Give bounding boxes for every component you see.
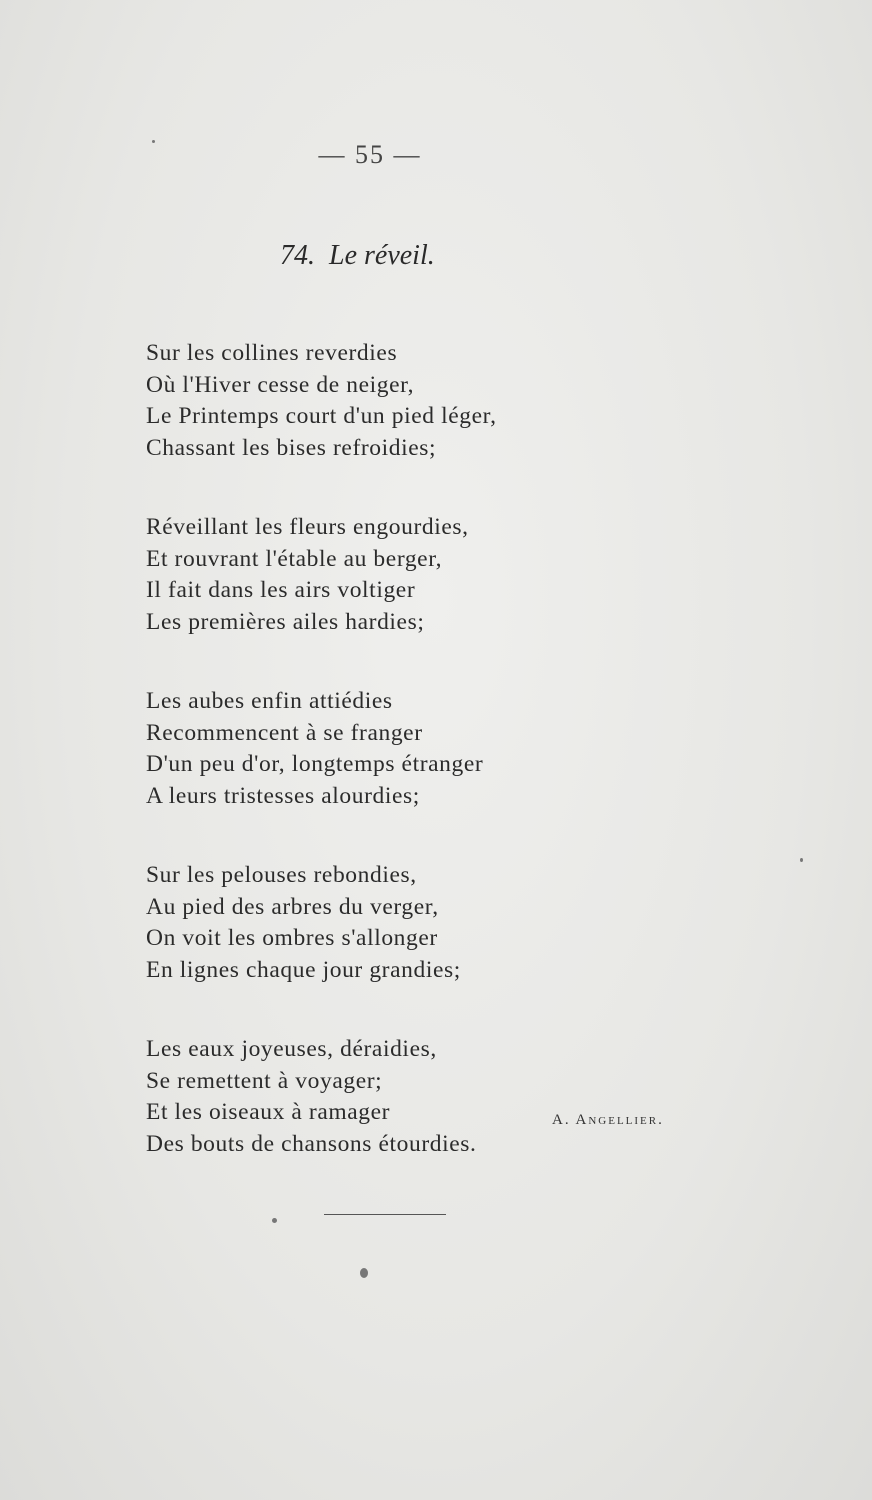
verse-line: Les eaux joyeuses, déraidies, — [146, 1036, 437, 1062]
verse-line: Réveillant les fleurs engourdies, — [146, 514, 469, 540]
closing-rule — [324, 1214, 446, 1215]
ink-speck — [272, 1218, 277, 1223]
verse-line: En lignes chaque jour grandies; — [146, 956, 461, 983]
stanza — [146, 1034, 746, 1160]
verse-line: Les premières ailes hardies; — [146, 608, 425, 635]
ink-speck — [360, 1268, 368, 1278]
verse-line: Sur les collines reverdies — [146, 340, 398, 366]
verse-line: Se remettent à voyager; — [146, 1067, 383, 1094]
page-number: — 55 — — [318, 140, 422, 169]
verse-line: Chassant les bises refroidies; — [146, 434, 437, 461]
ink-speck — [800, 858, 803, 862]
poem-title — [280, 240, 435, 272]
poem-body — [146, 338, 746, 1208]
verse-line: Recommencent à se franger — [146, 719, 423, 746]
verse-line: Les aubes enfin attiédies — [146, 688, 393, 714]
stanza — [146, 686, 746, 812]
verse-line: D'un peu d'or, longtemps étranger — [146, 751, 484, 777]
poem-title-text: Le réveil. — [329, 240, 435, 271]
verse-line: Des bouts de chansons étourdies. — [146, 1130, 477, 1157]
verse-line: Le Printemps court d'un pied léger, — [146, 403, 497, 429]
verse-line: Et les oiseaux à ramager — [146, 1099, 391, 1125]
verse-line: A leurs tristesses alourdies; — [146, 782, 420, 809]
verse-line: Sur les pelouses rebondies, — [146, 862, 417, 888]
stanza — [146, 512, 746, 638]
poem-number: 74. — [280, 240, 315, 271]
stanza — [146, 860, 746, 986]
verse-line: Où l'Hiver cesse de neiger, — [146, 371, 415, 398]
ink-speck — [152, 140, 155, 143]
author-signature: A. Angellier. — [552, 1112, 664, 1128]
verse-line: Il fait dans les airs voltiger — [146, 577, 416, 603]
stanza — [146, 338, 746, 464]
verse-line: Au pied des arbres du verger, — [146, 893, 439, 920]
verse-line: On voit les ombres s'allonger — [146, 925, 438, 951]
verse-line: Et rouvrant l'étable au berger, — [146, 545, 443, 572]
